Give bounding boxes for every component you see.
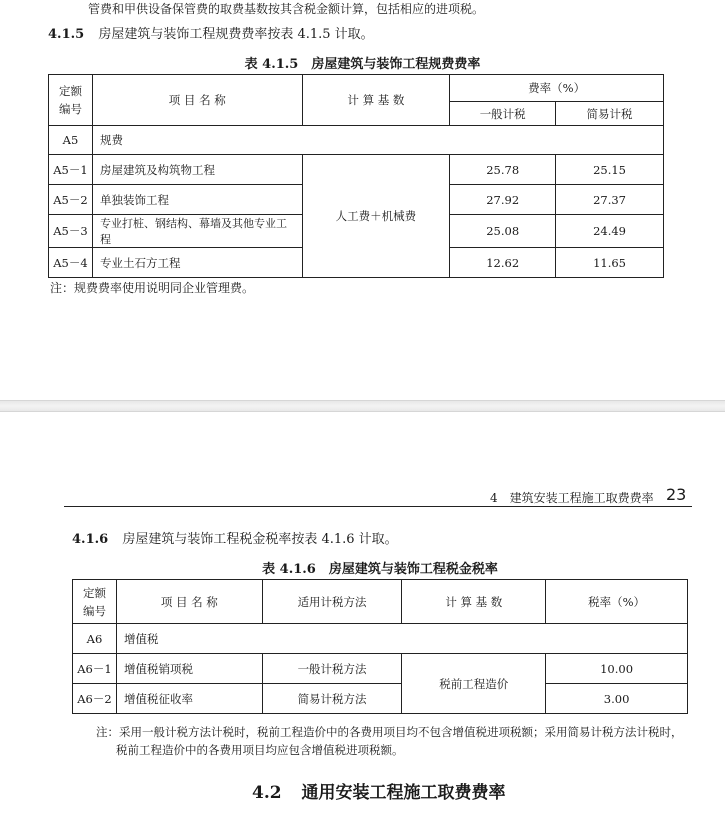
section-4-1-6-heading: [72, 528, 398, 547]
table-4-1-6-note-line2: 税前工程造价中的各费用项目均应包含增值税进项税额。: [116, 743, 404, 757]
table-4-1-5-caption: 表 4.1.5 房屋建筑与装饰工程规费费率: [244, 57, 481, 72]
row-rate: 3.00: [546, 684, 688, 714]
header-name: 项 目 名 称: [92, 75, 302, 126]
row-name: 专业打桩、钢结构、幕墙及其他专业工程: [92, 215, 302, 248]
top-page: [0, 0, 725, 400]
row-name: 房屋建筑及构筑物工程: [92, 155, 302, 185]
row-general: 25.78: [450, 155, 556, 185]
group-name: 规费: [92, 126, 663, 155]
row-code: A5－3: [49, 215, 93, 248]
group-code: A5: [49, 126, 93, 155]
row-name: 单独装饰工程: [92, 185, 302, 215]
table-4-1-6-note-line1: 注：采用一般计税方法计税时，税前工程造价中的各费用项目均不包含增值税进项税额；采用简易计税方法计税时，: [96, 725, 683, 739]
section-number: 4.1.6: [72, 532, 109, 547]
row-method: 简易计税方法: [262, 684, 402, 714]
header-code: 定额 编号: [73, 580, 117, 624]
row-simple: 24.49: [556, 215, 664, 248]
base-value-cell: 税前工程造价: [402, 654, 546, 714]
row-method: 一般计税方法: [262, 654, 402, 684]
page-separator: [0, 400, 725, 412]
table-4-1-5: [48, 74, 664, 278]
section-4-1-5-heading: [48, 23, 374, 42]
row-general: 12.62: [450, 248, 556, 278]
row-rate: 10.00: [546, 654, 688, 684]
running-head: 4 建筑安装工程施工取费费率: [490, 491, 654, 505]
header-simple: 简易计税: [556, 102, 664, 126]
row-simple: 11.65: [556, 248, 664, 278]
section-number: 4.1.5: [48, 27, 85, 42]
header-row: [49, 75, 664, 102]
header-rate: 税率（%）: [546, 580, 688, 624]
header-method: 适用计税方法: [262, 580, 402, 624]
page-number: 23: [666, 485, 687, 504]
section-4-2-heading: [252, 778, 506, 803]
header-row: [73, 580, 688, 624]
group-name: 增值税: [116, 624, 687, 654]
section-text: 房屋建筑与装饰工程规费费率按表 4.1.5 计取。: [98, 27, 374, 42]
heading-number: 4.2: [252, 783, 282, 803]
row-code: A5－4: [49, 248, 93, 278]
row-name: 增值税征收率: [116, 684, 262, 714]
row-code: A5－2: [49, 185, 93, 215]
section-text: 房屋建筑与装饰工程税金税率按表 4.1.6 计取。: [122, 532, 398, 547]
row-code: A6－1: [73, 654, 117, 684]
group-row: [73, 624, 688, 654]
header-rule: [64, 506, 692, 507]
row-code: A6－2: [73, 684, 117, 714]
row-general: 25.08: [450, 215, 556, 248]
table-row: [73, 654, 688, 684]
header-base: 计 算 基 数: [402, 580, 546, 624]
heading-text: 通用安装工程施工取费费率: [301, 783, 506, 803]
table-row: [49, 155, 664, 185]
header-rate: 费率（%）: [450, 75, 664, 102]
header-code: 定额 编号: [49, 75, 93, 126]
bottom-page: [0, 412, 725, 818]
row-name: 专业土石方工程: [92, 248, 302, 278]
base-value-cell: 人工费＋机械费: [302, 155, 450, 278]
row-code: A5－1: [49, 155, 93, 185]
intro-tail-text: 管费和甲供设备保管费的取费基数按其含税金额计算，包括相应的进项税。: [88, 2, 485, 16]
table-4-1-6: [72, 579, 688, 714]
header-name: 项 目 名 称: [116, 580, 262, 624]
group-row: [49, 126, 664, 155]
row-simple: 25.15: [556, 155, 664, 185]
row-name: 增值税销项税: [116, 654, 262, 684]
row-general: 27.92: [450, 185, 556, 215]
row-simple: 27.37: [556, 185, 664, 215]
table-4-1-6-caption: 表 4.1.6 房屋建筑与装饰工程税金税率: [262, 562, 498, 577]
header-base: 计 算 基 数: [302, 75, 450, 126]
group-code: A6: [73, 624, 117, 654]
table-row: [73, 684, 688, 714]
table-4-1-5-note: 注：规费费率使用说明同企业管理费。: [50, 281, 255, 295]
header-general: 一般计税: [450, 102, 556, 126]
